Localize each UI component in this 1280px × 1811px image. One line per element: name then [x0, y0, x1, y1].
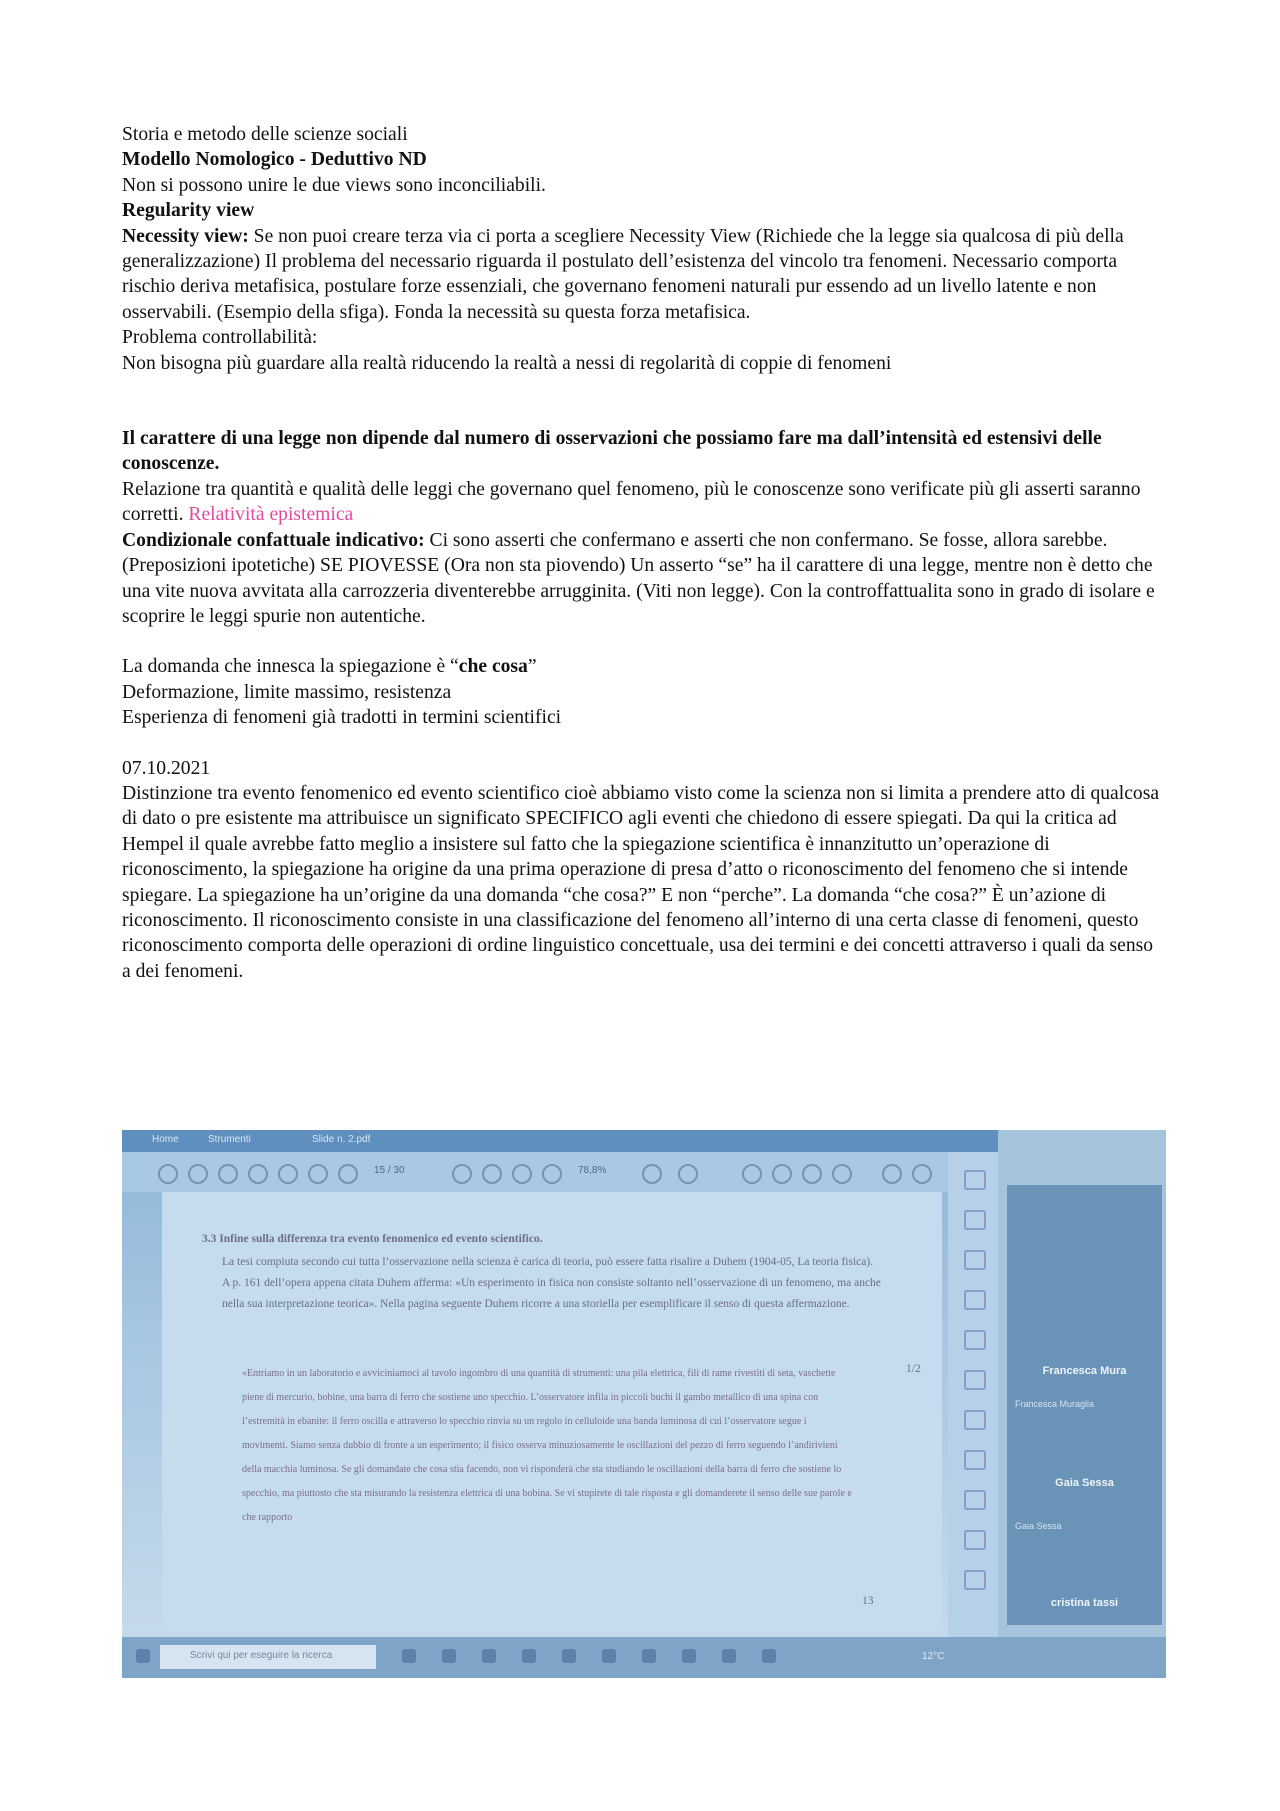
paragraph-inconciliabili: Non si possono unire le due views sono inconciliabili.: [122, 174, 546, 196]
taskbar-app-icon: [682, 1649, 696, 1663]
relativita-epistemica: Relatività epistemica: [188, 504, 354, 526]
upload-icon: [218, 1164, 238, 1184]
pdf-page-number: 13: [862, 1595, 874, 1607]
cursor-icon: [452, 1164, 472, 1184]
zoom-icon: [278, 1164, 298, 1184]
photo-pdf-page: [162, 1192, 942, 1632]
tool-icon: [964, 1530, 986, 1550]
pdf-quote: «Entriamo in un laboratorio e avviciniamoci al tavolo ingombro di una quantità di strumenti: una pila elettrica, fili di rame rivestiti di seta, vaschette piene di mercurio, bobine, una barra di ferro che sostiene uno specchio. L’osservatore infila in piccoli buchi il gambo metallico di una spina con l’estremità in ebanite: il ferro oscilla e attraverso lo specchio rinvia su un regolo in celluloide una banda luminosa di cui l’osservatore segue i movimenti. Siamo senza dubbio di fronte a un esperimento; il fisico osserva minuziosamente le oscillazioni del pezzo di ferro seguendo l’andirivieni della macchia luminosa. Se gli domandate che cosa stia facendo, non vi risponderà che sta studiando le oscillazioni della barra di ferro che sostiene lo specchio, ma piuttosto che sta misurando la resistenza elettrica di una bobina. Se vi stupirete di tale risposta e gli domanderete il senso delle sue parole e che rapporto: [242, 1368, 852, 1523]
screen-photo: [122, 1130, 1166, 1678]
menu-file-tab: Slide n. 2.pdf: [312, 1134, 371, 1145]
tool-icon: [964, 1570, 986, 1590]
tool-icon: [964, 1170, 986, 1190]
paragraph-relazione: [122, 477, 1164, 528]
condizionale-label: Condizionale confattuale indicativo:: [122, 529, 425, 551]
paragraph-distinzione: Distinzione tra evento fenomenico ed evento scientifico cioè abbiamo visto come la scienza non si limita a prendere atto di qualcosa di dato o pre esistente ma attribuisce un significato SPECIFICO agli eventi che chiedono di essere spiegati. Da qui la critica ad Hempel il quale avrebbe fatto meglio a insistere sul fatto che la spiegazione scientifica è innanzitutto un’operazione di riconoscimento, la spiegazione ha origine da una prima operazione di presa d’atto o riconoscimento del fenomeno che si intende spiegare. La spiegazione ha un’origine da una domanda “che cosa?” E non “perche”. La domanda “che cosa?” È un’azione di riconoscimento. Il riconoscimento consiste in una classificazione del fenomeno all’interno di una certa classe di fenomeni, questo riconoscimento comporta delle operazioni di ordine linguistico concettuale, usa dei termini e dei concetti attraverso i quali da senso a dei fenomeni.: [122, 782, 1160, 982]
paragraph-non-bisogna: Non bisogna più guardare alla realtà riducendo la realtà a nessi di regolarità di coppie di fenomeni: [122, 352, 892, 374]
down-icon: [338, 1164, 358, 1184]
paragraph-domanda: [122, 654, 1164, 679]
tool-icon: [964, 1330, 986, 1350]
fit-icon: [642, 1164, 662, 1184]
tool-icon: [964, 1290, 986, 1310]
scroll-icon: [678, 1164, 698, 1184]
menu-home: Home: [152, 1134, 179, 1145]
taskbar-app-icon: [442, 1649, 456, 1663]
star-icon: [188, 1164, 208, 1184]
participant-small: Francesca Muraglia: [1015, 1399, 1095, 1409]
condizionale-text: Ci sono asserti che confermano e asserti che non confermano. Se fosse, allora sarebbe. (Preposizioni ipotetiche) SE PIOVESSE (Ora non sta piovendo) Un asserto “se” ha il carattere di una legge, mentre non è detto che una vite nuova avvitata alla carrozzeria diventerebbe arrugginita. (Viti non legge). Con la controffattualita sono in grado di isolare e scoprire le leggi spurie non autentiche.: [122, 529, 1155, 627]
taskbar-app-icon: [642, 1649, 656, 1663]
photo-meeting-panel: [1007, 1185, 1162, 1625]
sign-icon: [802, 1164, 822, 1184]
print-icon: [248, 1164, 268, 1184]
document-body: [122, 122, 1164, 984]
zoom-level: 78,8%: [578, 1165, 607, 1176]
zoom-in-icon: [542, 1164, 562, 1184]
taskbar-app-icon: [562, 1649, 576, 1663]
taskbar-app-icon: [602, 1649, 616, 1663]
heading-regularity: Regularity view: [122, 200, 255, 222]
taskbar-weather: 12°C: [922, 1651, 945, 1662]
taskbar-app-icon: [402, 1649, 416, 1663]
paragraph-controllabilita: Problema controllabilità:: [122, 327, 318, 349]
comment-icon: [742, 1164, 762, 1184]
pdf-heading: 3.3 Infine sulla differenza tra evento fenomenico ed evento scientifico.: [202, 1233, 543, 1245]
participant-name: Gaia Sessa: [1055, 1477, 1114, 1489]
up-icon: [308, 1164, 328, 1184]
paragraph-deformazione: Deformazione, limite massimo, resistenza: [122, 681, 452, 703]
pen-icon: [772, 1164, 792, 1184]
photo-toolbar: [122, 1152, 1002, 1192]
pdf-paragraph: La tesi compiuta secondo cui tutta l’osservazione nella scienza è carica di teoria, può essere fatta risalire a Duhem (1904-05, La teoria fisica). A p. 161 dell’opera appena citata Duhem afferma: «Un esperimento in fisica non consiste soltanto nell’osservazione di un fenomeno, ma anche nella sua interpretazione teorica». Nella pagina seguente Duhem ricorre a una storiella per esemplificare il senso di questa affermazione.: [222, 1256, 881, 1310]
taskbar-search: [160, 1645, 376, 1669]
taskbar-app-icon: [722, 1649, 736, 1663]
tool-icon: [964, 1490, 986, 1510]
paragraph-condizionale: [122, 528, 1164, 630]
taskbar-app-icon: [762, 1649, 776, 1663]
menu-strumenti: Strumenti: [208, 1134, 251, 1145]
tool-icon: [964, 1210, 986, 1230]
hand-icon: [482, 1164, 502, 1184]
mail-icon: [912, 1164, 932, 1184]
domanda-post: ”: [527, 656, 537, 678]
stamp-icon: [832, 1164, 852, 1184]
photo-right-tools: [948, 1152, 998, 1637]
necessity-text: Se non puoi creare terza via ci porta a scegliere Necessity View (Richiede che la legge sia qualcosa di più della generalizzazione) Il problema del necessario riguarda il postulato dell’esistenza del vincolo tra fenomeni. Necessario comporta rischio deriva metafisica, postulare forze essenziali, che governano fenomeni naturali pur essendo ad un livello latente e non osservabili. (Esempio della sfiga). Fonda la necessità su questa forza metafisica.: [122, 225, 1124, 323]
participant-name: cristina tassi: [1050, 1597, 1119, 1609]
pdf-side-counter: 1/2: [906, 1363, 921, 1375]
heading-carattere: Il carattere di una legge non dipende dal numero di osservazioni che possiamo fare ma dall’intensità ed estensivi delle conoscenze.: [122, 428, 1102, 475]
domanda-bold: che cosa: [458, 656, 528, 678]
paragraph-esperienza: Esperienza di fenomeni già tradotti in termini scientifici: [122, 707, 562, 729]
domanda-pre: La domanda che innesca la spiegazione è “: [122, 656, 459, 678]
tool-icon: [964, 1410, 986, 1430]
taskbar-app-icon: [482, 1649, 496, 1663]
zoom-out-icon: [512, 1164, 532, 1184]
tool-icon: [964, 1370, 986, 1390]
photo-taskbar: [122, 1637, 1166, 1678]
participant-small: Gaia Sessa: [1015, 1521, 1062, 1531]
windows-icon: [136, 1649, 150, 1663]
necessity-label: Necessity view:: [122, 225, 249, 247]
link-icon: [882, 1164, 902, 1184]
paragraph-necessity: [122, 224, 1164, 326]
heading-nomologico: Modello Nomologico - Deduttivo ND: [122, 149, 427, 171]
taskbar-search-placeholder: Scrivi qui per eseguire la ricerca: [190, 1650, 333, 1661]
tool-icon: [964, 1450, 986, 1470]
relazione-text: Relazione tra quantità e qualità delle leggi che governano quel fenomeno, più le conoscenze sono verificate più gli asserti saranno corretti.: [122, 478, 1141, 526]
date: 07.10.2021: [122, 757, 211, 779]
page-counter: 15 / 30: [374, 1165, 405, 1176]
taskbar-app-icon: [522, 1649, 536, 1663]
tool-icon: [964, 1250, 986, 1270]
doc-title: Storia e metodo delle scienze sociali: [122, 124, 408, 145]
participant-name: Francesca Mura: [1042, 1365, 1127, 1377]
save-icon: [158, 1164, 178, 1184]
